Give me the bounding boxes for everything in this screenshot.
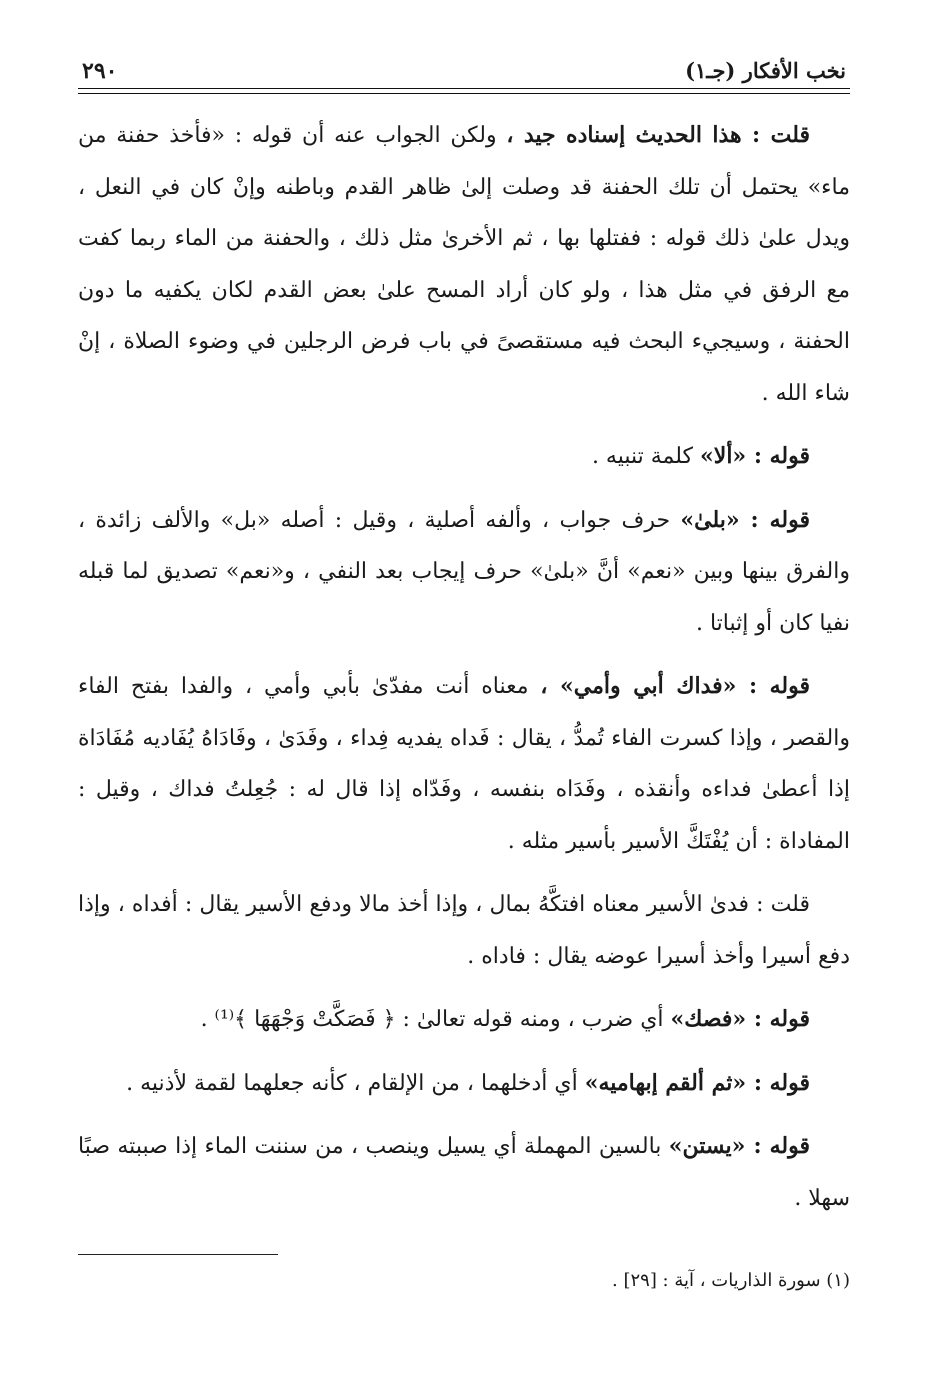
paragraph: قوله : «ألا» كلمة تنبيه . [591, 443, 810, 469]
paragraph: قوله : «فصك» أي ضرب ، ومنه قوله تعالىٰ : ﴿ فَصَكَّتْ وَجْهَهَا ﴾⁽¹⁾ . [200, 1006, 810, 1032]
header-rule [78, 88, 850, 89]
paragraph: قوله : «فداك أبي وأمي» ، معناه أنت مفدّىٰ بأبي وأمي ، والفدا بفتح الفاء والقصر ، وإذا كسرت الفاء تُمدُّ ، يقال : فَداه يفديه فِداء ، وفَدَىٰ ، وفَادَاهُ يُفَاديه مُفَادَاة إذا أعطىٰ فداءه وأنقذه ، وفَدَاه بنفسه ، وفَدّاه إذا قال له : جُعِلتُ فداك ، وقيل : المفاداة : أن يُفْتَكَّ الأسير بأسير مثله . [78, 673, 850, 854]
page-body [78, 110, 850, 1236]
book-title: نخب الأفكار (جـ١) [685, 58, 846, 83]
document-page [78, 40, 850, 1360]
page-number: ٢٩٠ [82, 58, 118, 84]
paragraph: قلت : فدىٰ الأسير معناه افتكَّهُ بمال ، وإذا أخذ مالا ودفع الأسير يقال : أفداه ، وإذا دفع أسيرا وأخذ أسيرا عوضه يقال : فاداه . [78, 892, 850, 969]
footnote-divider [78, 1254, 278, 1255]
footnote: (١) سورة الذاريات ، آية : [٢٩] . [612, 1270, 850, 1291]
paragraph: قوله : «يستن» بالسين المهملة أي يسيل وينصب ، من سننت الماء إذا صببته صبًا سهلا . [78, 1133, 850, 1211]
header-rule-thin [78, 93, 850, 94]
paragraph: قوله : «ثم ألقم إبهاميه» أي أدخلهما ، من الإلقام ، كأنه جعلهما لقمة لأذنيه . [126, 1069, 810, 1096]
page-header [78, 58, 850, 92]
paragraph: قلت : هذا الحديث إسناده جيد ، ولكن الجواب عنه أن قوله : «فأخذ حفنة من ماء» يحتمل أن تلك الحفنة قد وصلت إلىٰ ظاهر القدم وباطنه وإنْ كان في النعل ، ويدل علىٰ ذلك قوله : ففتلها بها ، ثم الأخرىٰ مثل ذلك ، والحفنة من الماء ربما كفت مع الرفق في مثل هذا ، ولو كان أراد المسح علىٰ بعض القدم لكان يكفيه ما دون الحفنة ، وسيجيء البحث فيه مستقصىً في باب فرض الرجلين في وضوء الصلاة ، إنْ شاء الله . [78, 122, 850, 406]
paragraph: قوله : «بلىٰ» حرف جواب ، وألفه أصلية ، وقيل : أصله «بل» والألف زائدة ، والفرق بينها وبين «نعم» أنَّ «بلىٰ» حرف إيجاب بعد النفي ، و«نعم» تصديق لما قبله نفيا كان أو إثباتا . [78, 506, 850, 636]
